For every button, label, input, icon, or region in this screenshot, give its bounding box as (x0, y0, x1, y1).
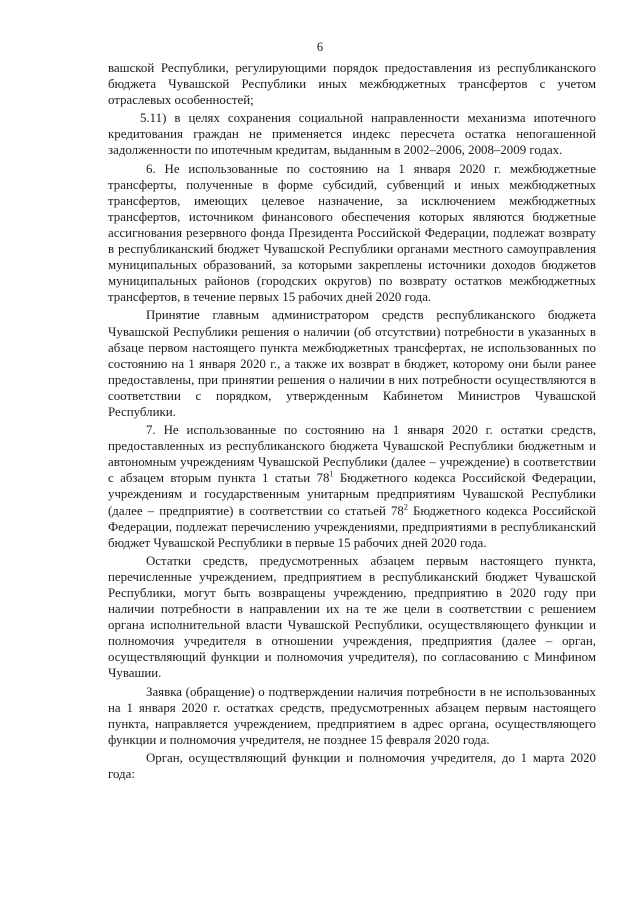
paragraph-application: Заявка (обращение) о подтверждении наличия потребности в не использованных на 1 января 2020 г. остатках средств, предусмотренных абзацем первым настоящего пункта, направляется учреждением, предприятием в адрес органа, осуществляющего функции и полномочия учредителя, не позднее 15 февраля 2020 года. (108, 684, 596, 747)
paragraph-item-7-part-1: 7. Не использованные по состоянию на 1 января 2020 г. остатки средств, предоставленных из республиканского бюджета Чувашской Республики бюджетным и автономным учреждениям Чувашской Республики (далее – учреждение) в соответствии с абзацем вторым пункта 1 статьи 78 (108, 423, 596, 486)
footnote-superscript: 1 (329, 470, 334, 480)
paragraph-remaining-funds: Остатки средств, предусмотренных абзацем первым настоящего пункта, перечисленные учреждением, предприятием в республиканский бюджет Чувашской Республики, могут быть возвращены учреждению, предприятию в 2020 году при наличии потребности в направлении их на те же цели в соответствии с решением органа исполнительной власти Чувашской Республики, осуществляющего функции и полномочия учредителя в отношении учреждения, предприятия (далее – орган, осуществляющий функции и полномочия учредителя), по согласованию с Минфином Чувашии. (108, 553, 596, 681)
paragraph-item-6: 6. Не использованные по состоянию на 1 января 2020 г. межбюджетные трансферты, полученные в форме субсидий, субвенций и иных межбюджетных трансфертов, имеющих целевое назначение, за исключением межбюджетных трансфертов, источником финансового обеспечения которых являются бюджетные ассигнования резервного фонда Президента Российской Федерации, подлежат возврату в республиканский бюджет Чувашской Республики органами местного самоуправления муниципальных образований, за которыми закреплены источники доходов бюджетов муниципальных районов (городских округов) по возврату остатков межбюджетных трансфертов, в течение первых 15 рабочих дней 2020 года. (108, 161, 596, 305)
paragraph-item-7-part-2: Бюджетного кодекса Российской Федерации, учреждениям и государственным унитарным предприятиям Чувашской Республики (далее – предприятие) в соответствии со статьей 78 (108, 471, 596, 518)
paragraph-continuation: вашской Республики, регулирующими порядок предоставления из республиканского бюджета Чувашской Республики иных межбюджетных трансфертов с учетом отраслевых особенностей; (108, 61, 596, 108)
page-number: 6 (316, 40, 324, 54)
paragraph-authority: Орган, осуществляющий функции и полномочия учредителя, до 1 марта 2020 года: (108, 750, 596, 782)
document-body (108, 60, 596, 784)
paragraph-item-7 (108, 422, 596, 551)
footnote-superscript: 2 (403, 502, 408, 512)
paragraph-item-6-decision: Принятие главным администратором средств республиканского бюджета Чувашской Республики решения о наличии (об отсутствии) потребности в указанных в абзаце первом настоящего пункта межбюджетных трансфертах, не использованных по состоянию на 1 января 2020 г., а также их возврат в бюджет, которому они были ранее предоставлены, при принятии решения о наличии в них потребности осуществляются в соответствии с порядком, утвержденным Кабинетом Министров Чувашской Республики. (108, 308, 596, 419)
paragraph-item-5-11: 5.11) в целях сохранения социальной направленности механизма ипотечного кредитования граждан не применяется индекс пересчета остатка непогашенной задолженности по ипотечным кредитам, выданным в 2002–2006, 2008–2009 годах. (108, 111, 596, 158)
paragraph-item-7-part-3: Бюджетного кодекса Российской Федерации, подлежат перечислению учреждениями, предприятиями в республиканский бюджет Чувашской Республики в первые 15 рабочих дней 2020 года. (108, 503, 596, 550)
